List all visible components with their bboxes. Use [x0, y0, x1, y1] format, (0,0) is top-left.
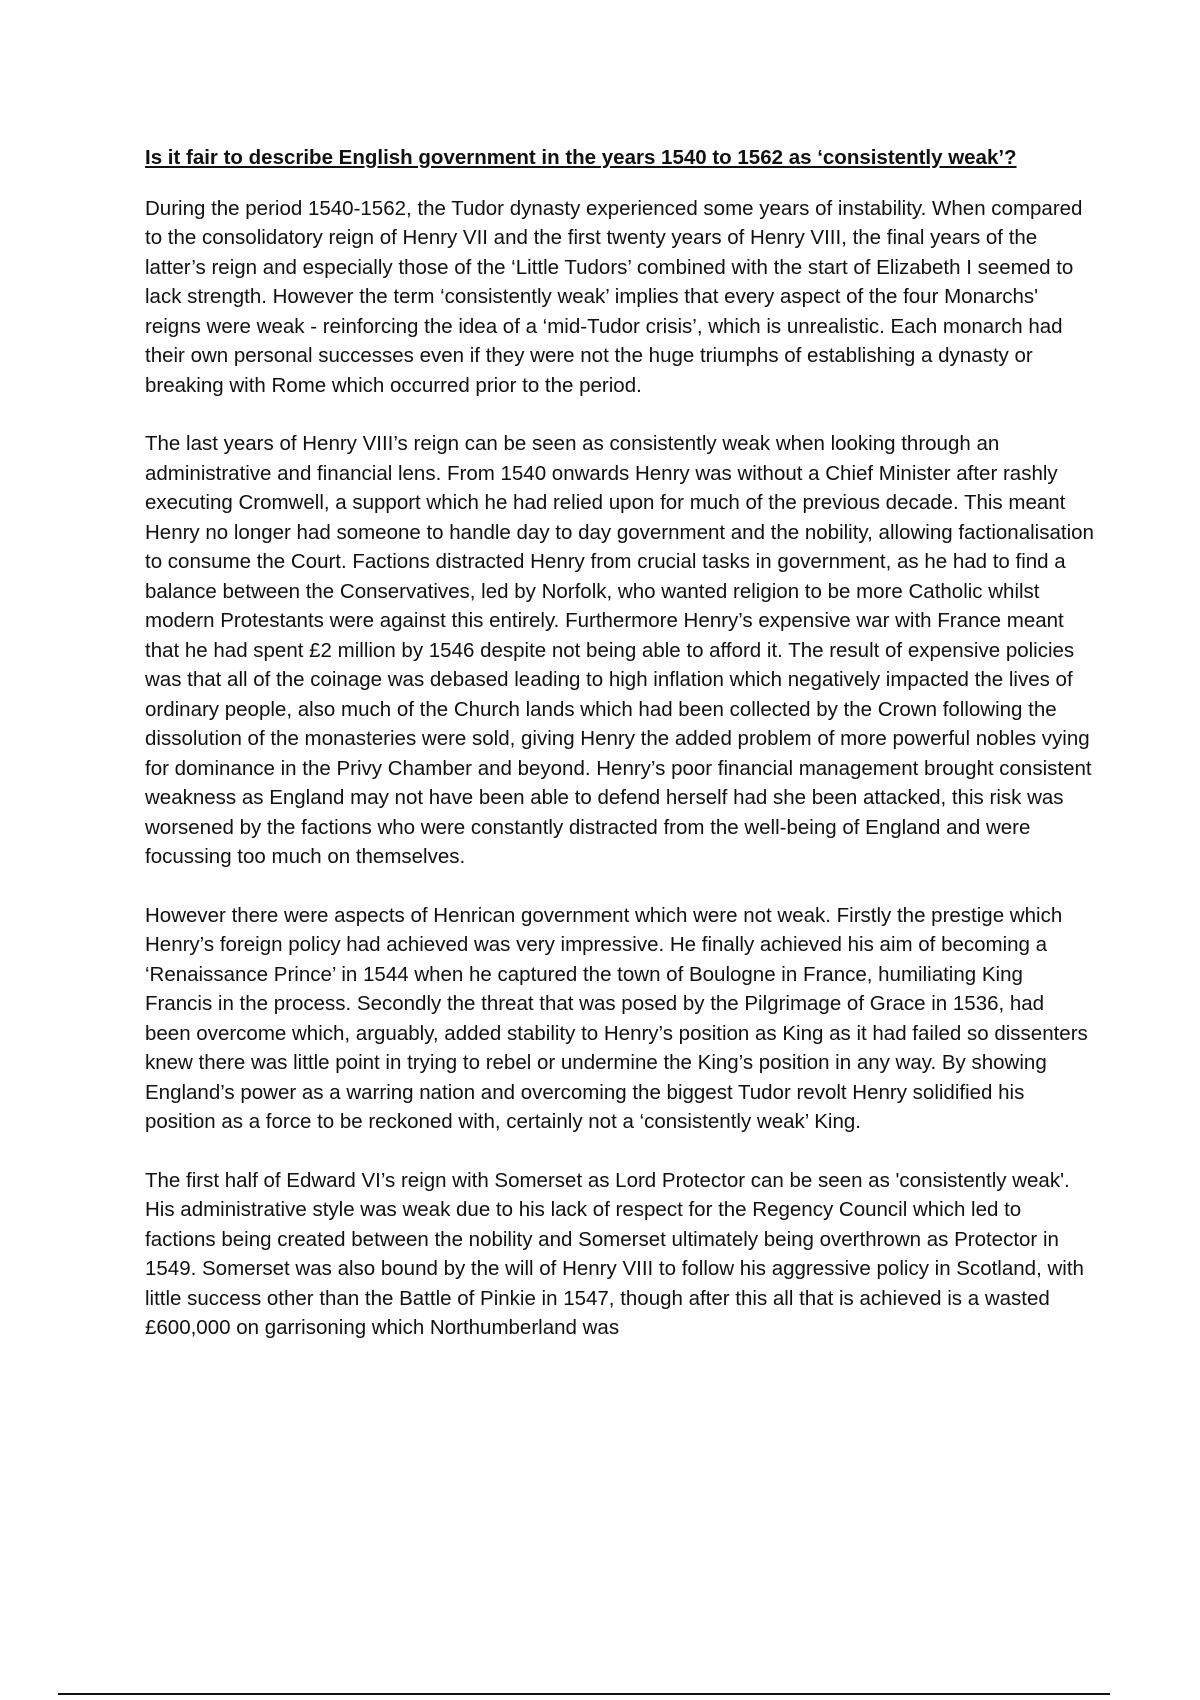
- document-page: [145, 145, 1095, 1372]
- page-bottom-rule: [58, 1693, 1110, 1695]
- paragraph-henry-weakness: The last years of Henry VIII’s reign can be seen as consistently weak when looking through an administrative and financial lens. From 1540 onwards Henry was without a Chief Minister after rashly executing Cromwell, a support which he had relied upon for much of the previous decade. This meant Henry no longer had someone to handle day to day government and the nobility, allowing factionalisation to consume the Court. Factions distracted Henry from crucial tasks in government, as he had to find a balance between the Conservatives, led by Norfolk, who wanted religion to be more Catholic whilst modern Protestants were against this entirely. Furthermore Henry’s expensive war with France meant that he had spent £2 million by 1546 despite not being able to afford it. The result of expensive policies was that all of the coinage was debased leading to high inflation which negatively impacted the lives of ordinary people, also much of the Church lands which had been collected by the Crown following the dissolution of the monasteries were sold, giving Henry the added problem of more powerful nobles vying for dominance in the Privy Chamber and beyond. Henry’s poor financial management brought consistent weakness as England may not have been able to defend herself had she been attacked, this risk was worsened by the factions who were constantly distracted from the well-being of England and were focussing too much on themselves.: [145, 432, 1094, 869]
- paragraph-introduction: During the period 1540-1562, the Tudor dynasty experienced some years of instability. When compared to the consolidatory reign of Henry VII and the first twenty years of Henry VIII, the final years of the latter’s reign and especially those of the ‘Little Tudors’ combined with the start of Elizabeth I seemed to lack strength. However the term ‘consistently weak’ implies that every aspect of the four Monarchs' reigns were weak - reinforcing the idea of a ‘mid-Tudor crisis’, which is unrealistic. Each monarch had their own personal successes even if they were not the huge triumphs of establishing a dynasty or breaking with Rome which occurred prior to the period.: [145, 196, 1083, 397]
- paragraph-henry-strengths: However there were aspects of Henrican government which were not weak. Firstly the prestige which Henry’s foreign policy had achieved was very impressive. He finally achieved his aim of becoming a ‘Renaissance Prince’ in 1544 when he captured the town of Boulogne in France, humiliating King Francis in the process. Secondly the threat that was posed by the Pilgrimage of Grace in 1536, had been overcome which, arguably, added stability to Henry’s position as King as it had failed so dissenters knew there was little point in trying to rebel or undermine the King’s position in any way. By showing England’s power as a warring nation and overcoming the biggest Tudor revolt Henry solidified his position as a force to be reckoned with, certainly not a ‘consistently weak’ King.: [145, 903, 1088, 1134]
- paragraph-edward-somerset: The first half of Edward VI’s reign with Somerset as Lord Protector can be seen as 'consistently weak'. His administrative style was weak due to his lack of respect for the Regency Council which led to factions being created between the nobility and Somerset ultimately being overthrown as Protector in 1549. Somerset was also bound by the will of Henry VIII to follow his aggressive policy in Scotland, with little success other than the Battle of Pinkie in 1547, though after this all that is achieved is a wasted £600,000 on garrisoning which Northumberland was: [145, 1168, 1084, 1340]
- document-title: Is it fair to describe English government in the years 1540 to 1562 as ‘consistently weak’?: [145, 146, 1017, 169]
